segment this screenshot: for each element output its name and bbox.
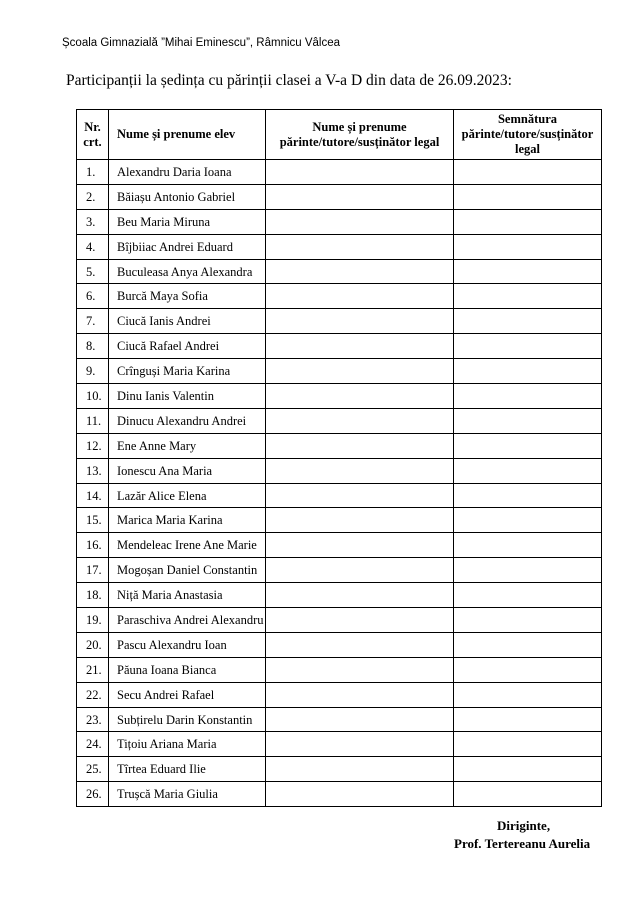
student-name: Lazăr Alice Elena: [109, 483, 266, 508]
table-row: [77, 359, 602, 384]
student-name: Trușcă Maria Giulia: [109, 782, 266, 807]
student-name: Niță Maria Anastasia: [109, 583, 266, 608]
table-row: [77, 184, 602, 209]
signature-cell[interactable]: [454, 160, 602, 185]
table-row: [77, 707, 602, 732]
table-row: [77, 732, 602, 757]
signature-cell[interactable]: [454, 707, 602, 732]
row-number: 22.: [77, 682, 109, 707]
student-name: Tițoiu Ariana Maria: [109, 732, 266, 757]
parent-name-cell[interactable]: [266, 259, 454, 284]
parent-name-cell[interactable]: [266, 384, 454, 409]
row-number: 3.: [77, 209, 109, 234]
signature-cell[interactable]: [454, 309, 602, 334]
row-number: 15.: [77, 508, 109, 533]
signature-cell[interactable]: [454, 334, 602, 359]
table-row: [77, 334, 602, 359]
row-number: 6.: [77, 284, 109, 309]
parent-name-cell[interactable]: [266, 682, 454, 707]
table-row: [77, 309, 602, 334]
table-row: [77, 433, 602, 458]
student-name: Alexandru Daria Ioana: [109, 160, 266, 185]
signature-cell[interactable]: [454, 209, 602, 234]
table-row: [77, 608, 602, 633]
signature-cell[interactable]: [454, 757, 602, 782]
table-body: [77, 160, 602, 807]
row-number: 16.: [77, 533, 109, 558]
parent-name-cell[interactable]: [266, 558, 454, 583]
table-header-row: [77, 110, 602, 160]
footer-teacher-name: Prof. Tertereanu Aurelia: [454, 836, 591, 851]
student-name: Băiașu Antonio Gabriel: [109, 184, 266, 209]
column-header-student: Nume și prenume elev: [109, 110, 266, 160]
signature-cell[interactable]: [454, 508, 602, 533]
parent-name-cell[interactable]: [266, 608, 454, 633]
table-row: [77, 682, 602, 707]
table-row: [77, 160, 602, 185]
footer-role: Diriginte,: [497, 818, 551, 833]
student-name: Păuna Ioana Bianca: [109, 657, 266, 682]
row-number: 7.: [77, 309, 109, 334]
document-title: Participanții la ședința cu părinții clasei a V-a D din data de 26.09.2023:: [66, 72, 512, 89]
parent-name-cell[interactable]: [266, 309, 454, 334]
row-number: 23.: [77, 707, 109, 732]
row-number: 18.: [77, 583, 109, 608]
table-row: [77, 782, 602, 807]
student-name: Beu Maria Miruna: [109, 209, 266, 234]
parent-name-cell[interactable]: [266, 359, 454, 384]
table-row: [77, 632, 602, 657]
row-number: 25.: [77, 757, 109, 782]
row-number: 24.: [77, 732, 109, 757]
student-name: Ciucă Rafael Andrei: [109, 334, 266, 359]
parent-name-cell[interactable]: [266, 458, 454, 483]
signature-cell[interactable]: [454, 433, 602, 458]
column-header-parent: Nume și prenume părinte/tutore/susținător legal: [266, 110, 454, 160]
signature-cell[interactable]: [454, 608, 602, 633]
parent-name-cell[interactable]: [266, 533, 454, 558]
parent-name-cell[interactable]: [266, 782, 454, 807]
table-row: [77, 259, 602, 284]
signature-cell[interactable]: [454, 284, 602, 309]
parent-name-cell[interactable]: [266, 508, 454, 533]
table-row: [77, 533, 602, 558]
student-name: Mendeleac Irene Ane Marie: [109, 533, 266, 558]
table-row: [77, 583, 602, 608]
student-name: Buculeasa Anya Alexandra: [109, 259, 266, 284]
parent-name-cell[interactable]: [266, 284, 454, 309]
parent-name-cell[interactable]: [266, 160, 454, 185]
row-number: 11.: [77, 408, 109, 433]
signature-cell[interactable]: [454, 408, 602, 433]
student-name: Ionescu Ana Maria: [109, 458, 266, 483]
parent-name-cell[interactable]: [266, 757, 454, 782]
row-number: 20.: [77, 632, 109, 657]
student-name: Secu Andrei Rafael: [109, 682, 266, 707]
row-number: 5.: [77, 259, 109, 284]
student-name: Ene Anne Mary: [109, 433, 266, 458]
table-row: [77, 408, 602, 433]
signature-cell[interactable]: [454, 782, 602, 807]
row-number: 10.: [77, 384, 109, 409]
student-name: Pascu Alexandru Ioan: [109, 632, 266, 657]
row-number: 13.: [77, 458, 109, 483]
table-row: [77, 558, 602, 583]
signature-cell[interactable]: [454, 359, 602, 384]
table-row: [77, 209, 602, 234]
signature-cell[interactable]: [454, 632, 602, 657]
row-number: 9.: [77, 359, 109, 384]
student-name: Tîrtea Eduard Ilie: [109, 757, 266, 782]
row-number: 8.: [77, 334, 109, 359]
table-row: [77, 458, 602, 483]
parent-name-cell[interactable]: [266, 483, 454, 508]
parent-name-cell[interactable]: [266, 732, 454, 757]
row-number: 26.: [77, 782, 109, 807]
parent-name-cell[interactable]: [266, 583, 454, 608]
signature-cell[interactable]: [454, 483, 602, 508]
signature-cell[interactable]: [454, 458, 602, 483]
table-row: [77, 483, 602, 508]
student-name: Dinu Ianis Valentin: [109, 384, 266, 409]
column-header-nr: Nr. crt.: [77, 110, 109, 160]
table-row: [77, 508, 602, 533]
signature-cell[interactable]: [454, 558, 602, 583]
signature-cell[interactable]: [454, 234, 602, 259]
student-name: Burcă Maya Sofia: [109, 284, 266, 309]
row-number: 19.: [77, 608, 109, 633]
student-name: Mogoșan Daniel Constantin: [109, 558, 266, 583]
student-name: Crînguși Maria Karina: [109, 359, 266, 384]
signature-cell[interactable]: [454, 583, 602, 608]
school-header: Școala Gimnazială ”Mihai Eminescu”, Râmnicu Vâlcea: [62, 37, 341, 49]
signature-cell[interactable]: [454, 657, 602, 682]
row-number: 12.: [77, 433, 109, 458]
row-number: 14.: [77, 483, 109, 508]
column-header-signature: Semnătura părinte/tutore/susținător legal: [454, 110, 602, 160]
parent-name-cell[interactable]: [266, 234, 454, 259]
parent-name-cell[interactable]: [266, 408, 454, 433]
parent-name-cell[interactable]: [266, 209, 454, 234]
attendance-table: [76, 109, 602, 807]
row-number: 2.: [77, 184, 109, 209]
student-name: Marica Maria Karina: [109, 508, 266, 533]
parent-name-cell[interactable]: [266, 657, 454, 682]
table-row: [77, 657, 602, 682]
signature-cell[interactable]: [454, 184, 602, 209]
table-row: [77, 234, 602, 259]
row-number: 1.: [77, 160, 109, 185]
student-name: Paraschiva Andrei Alexandru: [109, 608, 266, 633]
student-name: Dinucu Alexandru Andrei: [109, 408, 266, 433]
signature-cell[interactable]: [454, 259, 602, 284]
parent-name-cell[interactable]: [266, 184, 454, 209]
signature-cell[interactable]: [454, 732, 602, 757]
student-name: Ciucă Ianis Andrei: [109, 309, 266, 334]
row-number: 4.: [77, 234, 109, 259]
row-number: 21.: [77, 657, 109, 682]
parent-name-cell[interactable]: [266, 433, 454, 458]
signature-cell[interactable]: [454, 533, 602, 558]
parent-name-cell[interactable]: [266, 632, 454, 657]
student-name: Subțirelu Darin Konstantin: [109, 707, 266, 732]
table-row: [77, 384, 602, 409]
row-number: 17.: [77, 558, 109, 583]
table-row: [77, 757, 602, 782]
parent-name-cell[interactable]: [266, 334, 454, 359]
table-row: [77, 284, 602, 309]
signature-cell[interactable]: [454, 384, 602, 409]
student-name: Bîjbiiac Andrei Eduard: [109, 234, 266, 259]
signature-cell[interactable]: [454, 682, 602, 707]
parent-name-cell[interactable]: [266, 707, 454, 732]
